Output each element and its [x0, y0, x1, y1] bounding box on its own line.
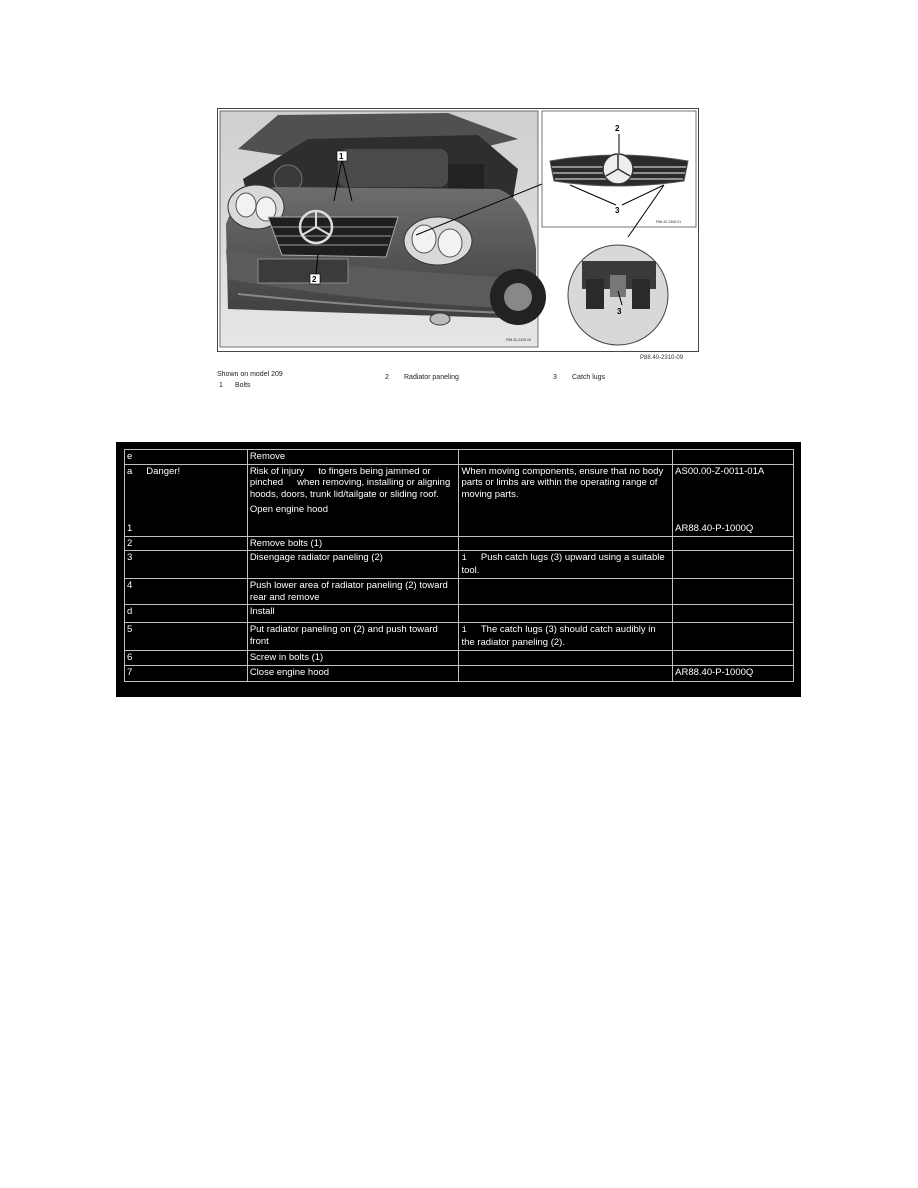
step-action: Open engine hood	[249, 504, 328, 515]
step-id: 7	[125, 666, 248, 682]
table-row	[125, 450, 794, 465]
step-note	[459, 605, 673, 623]
danger-note: When moving components, ensure that no body parts or limbs are within the operating range of moving parts.	[459, 464, 673, 536]
danger-icon: a	[127, 465, 133, 477]
step-ref	[673, 605, 794, 623]
danger-text-cell: Risk of injury to fingers being jammed or pinched when removing, installing or aligning hoods, doors, trunk lid/tailgate or sliding roof. Open engine hood	[247, 464, 459, 536]
legend-item-1-number: 1	[219, 382, 223, 389]
info-icon: i	[461, 625, 467, 635]
svg-text:P88.40-2308-01: P88.40-2308-01	[656, 220, 682, 224]
step-ref	[673, 450, 794, 465]
table-row	[125, 651, 794, 666]
shown-on-note: Shown on model 209	[217, 371, 283, 378]
step-ref	[673, 579, 794, 605]
table-row	[125, 666, 794, 682]
radiator-paneling-figure	[217, 108, 699, 352]
step-action: Install	[247, 605, 459, 623]
step-id: 5	[125, 623, 248, 651]
callout-3-zoom: 3	[617, 307, 622, 316]
step-ref	[673, 536, 794, 551]
callout-2: 2	[312, 275, 317, 284]
step-ref	[673, 623, 794, 651]
step-id: d	[125, 605, 248, 623]
step-note	[459, 666, 673, 682]
legend-item-2-label: Radiator paneling	[404, 374, 459, 381]
step-action: Disengage radiator paneling (2)	[247, 551, 459, 579]
table-row	[125, 536, 794, 551]
step-id: 6	[125, 651, 248, 666]
step-note: i The catch lugs (3) should catch audibly in the radiator paneling (2).	[459, 623, 673, 651]
step-ref	[673, 551, 794, 579]
step-id: 2	[125, 536, 248, 551]
legend-item-2-number: 2	[385, 374, 389, 381]
step-note: i Push catch lugs (3) upward using a suitable tool.	[459, 551, 673, 579]
step-ref: AR88.40-P-1000Q	[675, 523, 754, 534]
car-front-illustration	[218, 109, 698, 351]
step-action: Put radiator paneling on (2) and push toward front	[247, 623, 459, 651]
step-ref	[673, 651, 794, 666]
callout-3-inset: 3	[615, 206, 620, 215]
danger-cell	[125, 464, 248, 536]
info-icon: i	[461, 553, 467, 563]
legend-item-3-label: Catch lugs	[572, 374, 606, 381]
step-note	[459, 536, 673, 551]
table-row	[125, 464, 794, 536]
step-id: 3	[125, 551, 248, 579]
step-note	[459, 450, 673, 465]
procedure-table	[124, 449, 794, 682]
step-note	[459, 579, 673, 605]
step-action: Remove bolts (1)	[247, 536, 459, 551]
callout-2-inset: 2	[615, 124, 620, 133]
procedure-table-panel	[116, 442, 801, 697]
table-row	[125, 579, 794, 605]
table-row	[125, 623, 794, 651]
callout-1: 1	[339, 152, 344, 161]
step-action: Screw in bolts (1)	[247, 651, 459, 666]
step-id: e	[125, 450, 248, 465]
danger-label: Danger!	[146, 465, 181, 477]
step-id: 4	[125, 579, 248, 605]
step-id: 1	[127, 523, 133, 534]
step-ref: AR88.40-P-1000Q	[673, 666, 794, 682]
step-action: Push lower area of radiator paneling (2) toward rear and remove	[247, 579, 459, 605]
svg-text:P88.40-2309-09: P88.40-2309-09	[506, 338, 532, 342]
step-ref: AS00.00-Z-0011-01A	[675, 465, 765, 477]
step-note	[459, 651, 673, 666]
legend-item-1-label: Bolts	[235, 382, 251, 389]
step-action: Remove	[247, 450, 459, 465]
step-action: Close engine hood	[247, 666, 459, 682]
table-row	[125, 605, 794, 623]
table-row	[125, 551, 794, 579]
figure-reference: P88.40-2310-09	[640, 355, 684, 361]
danger-ref-cell	[673, 464, 794, 536]
legend-item-3-number: 3	[553, 374, 557, 381]
